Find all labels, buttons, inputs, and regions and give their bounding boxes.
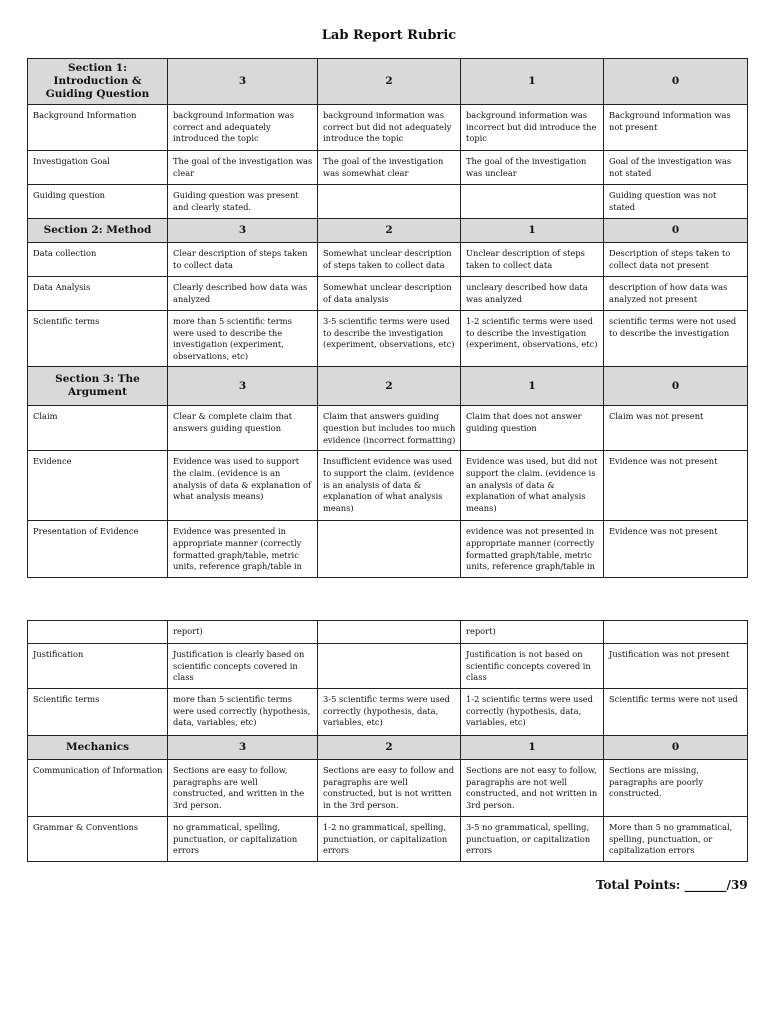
rubric-cell: Somewhat unclear description of data analysis	[318, 277, 461, 311]
score-header: 1	[461, 367, 604, 406]
rubric-cell: background information was correct but did not adequately introduce the topic	[318, 105, 461, 151]
rubric-cell: Claim that does not answer guiding question	[461, 406, 604, 451]
criterion-label: Data Analysis	[28, 277, 168, 311]
score-header: 1	[461, 736, 604, 760]
rubric-table-page-1	[27, 58, 748, 578]
rubric-cell: Evidence was not present	[604, 451, 748, 521]
score-header: 2	[318, 367, 461, 406]
rubric-cell: Scientific terms were not used	[604, 689, 748, 736]
rubric-cell: Evidence was used, but did not support the claim. (evidence is an analysis of data & explanation of what analysis means)	[461, 451, 604, 521]
score-header: 2	[318, 59, 461, 105]
table-row	[28, 521, 748, 578]
criterion-label: Communication of Information	[28, 760, 168, 817]
rubric-cell: The goal of the investigation was somewhat clear	[318, 151, 461, 185]
rubric-cell: Insufficient evidence was used to support the claim. (evidence is an analysis of data & explanation of what analysis means)	[318, 451, 461, 521]
criterion-label: Investigation Goal	[28, 151, 168, 185]
criterion-label: Grammar & Conventions	[28, 817, 168, 862]
rubric-cell: Clearly described how data was analyzed	[168, 277, 318, 311]
score-header: 3	[168, 59, 318, 105]
rubric-cell: Background information was not present	[604, 105, 748, 151]
section-header-row	[28, 736, 748, 760]
table-row	[28, 760, 748, 817]
page-title: Lab Report Rubric	[321, 28, 457, 43]
rubric-cell: More than 5 no grammatical, spelling, punctuation, or capitalization errors	[604, 817, 748, 862]
rubric-cell: Goal of the investigation was not stated	[604, 151, 748, 185]
rubric-cell: Sections are easy to follow and paragraphs are well constructed, but is not written in the 3rd person.	[318, 760, 461, 817]
rubric-cell: Evidence was used to support the claim. (evidence is an analysis of data & explanation of what analysis means)	[168, 451, 318, 521]
criterion-label: Justification	[28, 644, 168, 689]
rubric-cell: 1-2 no grammatical, spelling, punctuation, or capitalization errors	[318, 817, 461, 862]
score-header: 0	[604, 219, 748, 243]
rubric-cell: Justification was not present	[604, 644, 748, 689]
table-row	[28, 311, 748, 367]
criterion-label: Presentation of Evidence	[28, 521, 168, 578]
score-header: 3	[168, 736, 318, 760]
rubric-cell: Guiding question was not stated	[604, 185, 748, 219]
rubric-cell: Clear & complete claim that answers guiding question	[168, 406, 318, 451]
table-row	[28, 185, 748, 219]
criterion-label: Guiding question	[28, 185, 168, 219]
section-title: Section 3: The Argument	[28, 367, 168, 406]
criterion-label: Claim	[28, 406, 168, 451]
rubric-cell: Justification is not based on scientific concepts covered in class	[461, 644, 604, 689]
score-header: 0	[604, 59, 748, 105]
rubric-cell: 1-2 scientific terms were used correctly (hypothesis, data, variables, etc)	[461, 689, 604, 736]
rubric-cell: 1-2 scientific terms were used to describe the investigation (experiment, observations, etc)	[461, 311, 604, 367]
table-row	[28, 105, 748, 151]
rubric-cell: scientific terms were not used to describe the investigation	[604, 311, 748, 367]
rubric-cell: evidence was not presented in appropriate manner (correctly formatted graph/table, metric units, reference graph/table in	[461, 521, 604, 578]
table-row	[28, 689, 748, 736]
score-header: 1	[461, 59, 604, 105]
rubric-cell: report)	[461, 621, 604, 644]
section-title: Mechanics	[28, 736, 168, 760]
rubric-cell: The goal of the investigation was unclear	[461, 151, 604, 185]
table-row	[28, 406, 748, 451]
rubric-cell: Sections are not easy to follow, paragraphs are not well constructed, and not written in 3rd person.	[461, 760, 604, 817]
rubric-cell: description of how data was analyzed not present	[604, 277, 748, 311]
table-row	[28, 621, 748, 644]
rubric-cell	[318, 644, 461, 689]
criterion-label	[28, 621, 168, 644]
criterion-label: Evidence	[28, 451, 168, 521]
rubric-cell: Description of steps taken to collect data not present	[604, 243, 748, 277]
section-title: Section 2: Method	[28, 219, 168, 243]
criterion-label: Scientific terms	[28, 689, 168, 736]
score-header: 0	[604, 367, 748, 406]
score-header: 2	[318, 219, 461, 243]
criterion-label: Background Information	[28, 105, 168, 151]
table-row	[28, 817, 748, 862]
rubric-table-page-2	[27, 620, 748, 862]
rubric-cell: Unclear description of steps taken to collect data	[461, 243, 604, 277]
rubric-cell: The goal of the investigation was clear	[168, 151, 318, 185]
section-header-row	[28, 367, 748, 406]
rubric-cell: no grammatical, spelling, punctuation, or capitalization errors	[168, 817, 318, 862]
table-row	[28, 451, 748, 521]
rubric-cell: Clear description of steps taken to collect data	[168, 243, 318, 277]
rubric-cell: background information was incorrect but did introduce the topic	[461, 105, 604, 151]
total-points: Total Points: _______/39	[596, 878, 748, 892]
criterion-label: Scientific terms	[28, 311, 168, 367]
rubric-cell: Somewhat unclear description of steps taken to collect data	[318, 243, 461, 277]
table-row	[28, 243, 748, 277]
rubric-cell: Sections are easy to follow, paragraphs are well constructed, and written in the 3rd person.	[168, 760, 318, 817]
rubric-cell: Claim that answers guiding question but includes too much evidence (incorrect formatting)	[318, 406, 461, 451]
score-header: 3	[168, 367, 318, 406]
rubric-cell: more than 5 scientific terms were used correctly (hypothesis, data, variables, etc)	[168, 689, 318, 736]
rubric-cell: 3-5 scientific terms were used to describe the investigation (experiment, observations, etc)	[318, 311, 461, 367]
table-row	[28, 277, 748, 311]
score-header: 3	[168, 219, 318, 243]
rubric-cell: Evidence was not present	[604, 521, 748, 578]
rubric-cell: Claim was not present	[604, 406, 748, 451]
rubric-cell: Evidence was presented in appropriate manner (correctly formatted graph/table, metric units, reference graph/table in	[168, 521, 318, 578]
rubric-cell: Guiding question was present and clearly stated.	[168, 185, 318, 219]
table-row	[28, 644, 748, 689]
rubric-cell	[318, 521, 461, 578]
section-title: Section 1: Introduction & Guiding Question	[28, 59, 168, 105]
score-header: 0	[604, 736, 748, 760]
rubric-cell: more than 5 scientific terms were used to describe the investigation (experiment, observations, etc)	[168, 311, 318, 367]
rubric-cell: uncleary described how data was analyzed	[461, 277, 604, 311]
rubric-cell	[318, 185, 461, 219]
rubric-cell	[318, 621, 461, 644]
section-header-row	[28, 59, 748, 105]
rubric-cell: Justification is clearly based on scientific concepts covered in class	[168, 644, 318, 689]
section-header-row	[28, 219, 748, 243]
rubric-cell: background information was correct and adequately introduced the topic	[168, 105, 318, 151]
rubric-cell	[461, 185, 604, 219]
rubric-cell: 3-5 no grammatical, spelling, punctuation, or capitalization errors	[461, 817, 604, 862]
score-header: 2	[318, 736, 461, 760]
rubric-cell: report)	[168, 621, 318, 644]
rubric-cell: 3-5 scientific terms were used correctly (hypothesis, data, variables, etc)	[318, 689, 461, 736]
rubric-cell: Sections are missing, paragraphs are poorly constructed.	[604, 760, 748, 817]
score-header: 1	[461, 219, 604, 243]
table-row	[28, 151, 748, 185]
rubric-cell	[604, 621, 748, 644]
criterion-label: Data collection	[28, 243, 168, 277]
